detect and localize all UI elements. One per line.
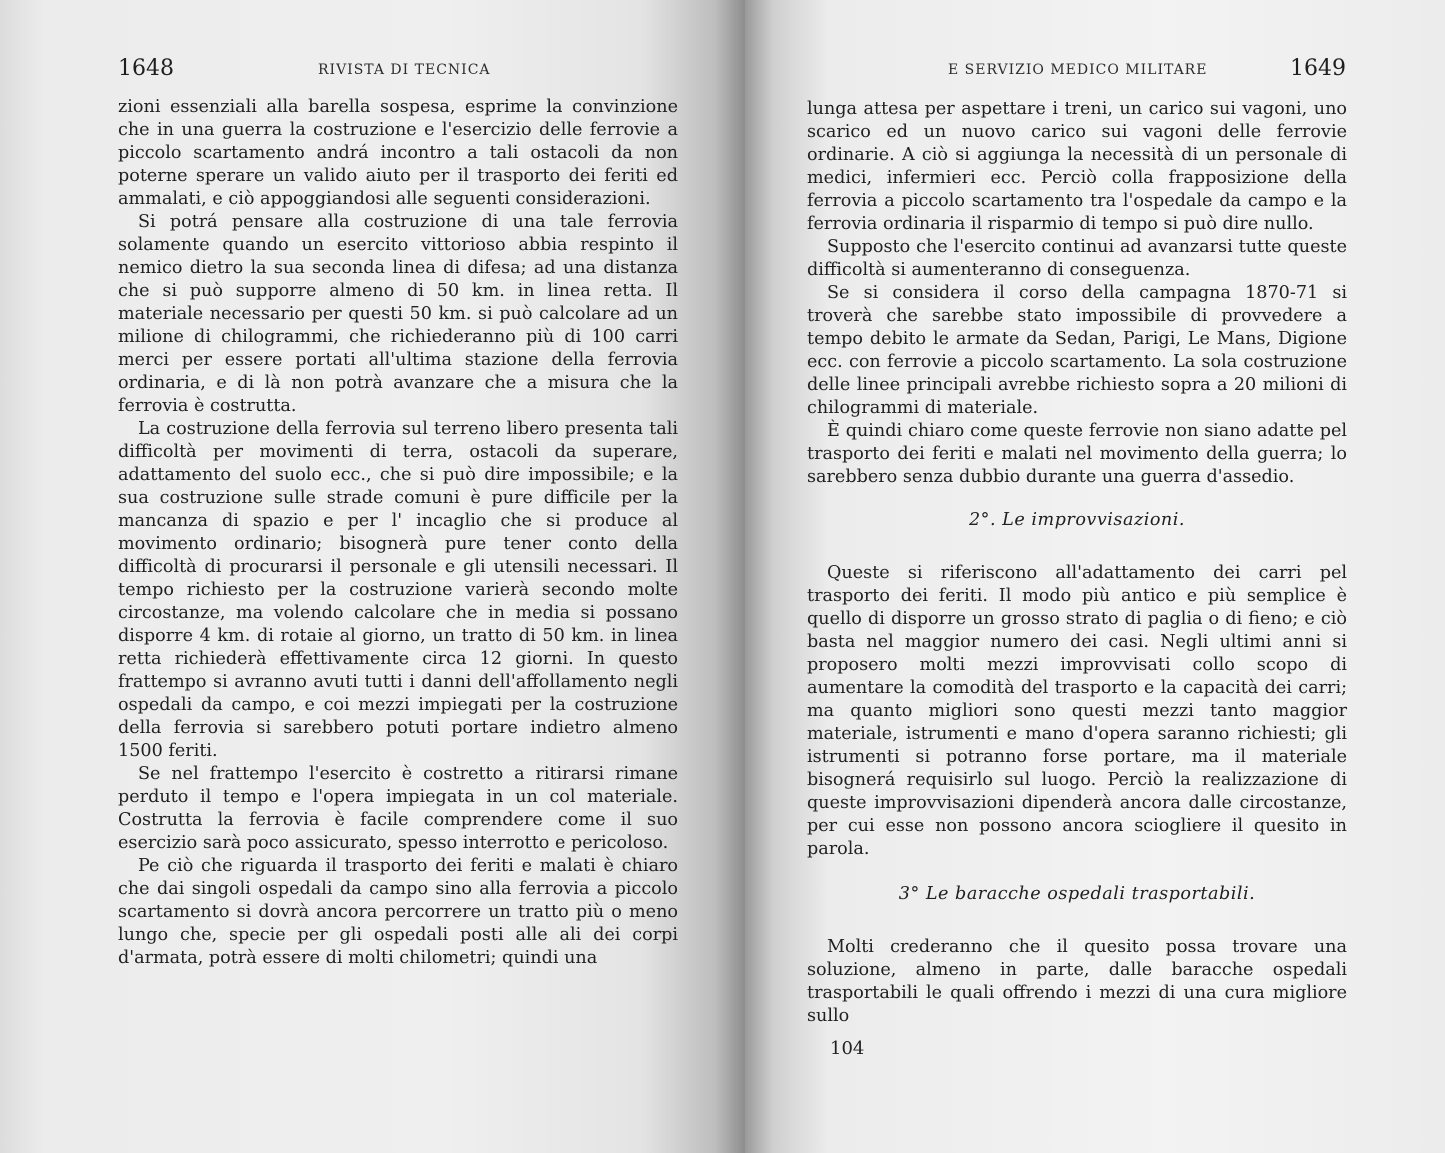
paragraph: Se si considera il corso della campagna 1870-71 si troverà che sarebbe stato impossibile di provvedere a tempo debito le armate da Sedan, Parigi, Le Mans, Digione ecc. con ferrovie a piccolo scartamento. La sola costruzione delle linee principali avrebbe richiesto sopra a 20 milioni di chilogrammi di materiale. (807, 283, 1347, 418)
paragraph: Queste si riferiscono all'adattamento dei carri pel trasporto dei feriti. Il modo più antico e più semplice è quello di disporre un grosso strato di paglia o di fieno; e ciò basta nel maggior numero dei casi. Negli ultimi anni si proposero molti mezzi improvvisati collo scopo di aumentare la comodità del trasporto e la capacità dei carri; ma quanto migliori sono questi mezzi tanto maggior materiale, istrumenti e mano d'opera saranno richiesti; gli istrumenti si potranno forse portare, ma il materiale bisognerá requisirlo sul luogo. Perciò la realizzazione di queste improvvisazioni dipenderà ancora dalle circostanze, per cui esse non possono ancora sciogliere il quesito in parola. (807, 563, 1347, 859)
paragraph: Se nel frattempo l'esercito è costretto a ritirarsi rimane perduto il tempo e l'opera impiegata in un col materiale. Costrutta la ferrovia è facile comprendere come il suo esercizio sarà poco assicurato, spesso interrotto e pericoloso. (118, 764, 678, 853)
paragraph: Supposto che l'esercito continui ad avanzarsi tutte queste difficoltà si aumenteranno di conseguenza. (807, 237, 1347, 280)
paragraph: zioni essenziali alla barella sospesa, esprime la convinzione che in una guerra la costruzione e l'esercizio delle ferrovie a piccolo scartamento andrá incontro a tali ostacoli da non poterne sperare un valido aiuto per il trasporto dei feriti ed ammalati, e ciò appoggiandosi alle seguenti considerazioni. (118, 97, 678, 209)
paragraph: Pe ciò che riguarda il trasporto dei feriti e malati è chiaro che dai singoli ospedali da campo sino alla ferrovia a piccolo scartamento si dovrà ancora percorrere un tratto più o meno lungo che, specie per gli ospedali posti alle ali dei corpi d'armata, potrà essere di molti chilometri; quindi una (118, 856, 678, 968)
page-number: 1649 (1290, 56, 1346, 81)
page-body (807, 98, 1347, 1028)
section-heading: 2°. Le improvvisazioni. (968, 510, 1185, 530)
running-head: RIVISTA DI TECNICA (318, 62, 491, 78)
right-page (745, 0, 1445, 1153)
page-number: 1648 (118, 56, 174, 81)
section-heading: 3° Le baracche ospedali trasportabili. (898, 884, 1256, 904)
paragraph: È quindi chiaro come queste ferrovie non siano adatte pel trasporto dei feriti e malati nel movimento della guerra; lo sarebbero senza dubbio durante una guerra d'assedio. (807, 421, 1347, 487)
running-head: E SERVIZIO MEDICO MILITARE (948, 62, 1208, 78)
paragraph: Si potrá pensare alla costruzione di una tale ferrovia solamente quando un esercito vittorioso abbia respinto il nemico dietro la sua seconda linea di difesa; ad una distanza che si può supporre almeno di 50 km. in linea retta. Il materiale necessario per questi 50 km. si può calcolare ad un milione di chilogrammi, che richiederanno più di 100 carri merci per essere portati all'ultima stazione della ferrovia ordinaria, e di là non potrà avanzare che a misura che la ferrovia è costrutta. (118, 212, 678, 416)
page-body (118, 96, 678, 970)
paragraph: La costruzione della ferrovia sul terreno libero presenta tali difficoltà per movimenti di terra, ostacoli da superare, adattamento del suolo ecc., che si può dire impossibile; e la sua costruzione sulle strade comuni è pure difficile per la mancanza di spazio e per l' incaglio che si produce al movimento ordinario; bisognerà pure tener conto della difficoltà di procurarsi il personale e gli utensili necessari. Il tempo richiesto per la costruzione varierà secondo molte circostanze, ma volendo calcolare che in media si possano disporre 4 km. di rotaie al giorno, un tratto di 50 km. in linea retta richiederà effettivamente circa 12 giorni. In questo frattempo si avranno avuti tutti i danni dell'affollamento negli ospedali da campo, e coi mezzi impiegati per la costruzione della ferrovia si sarebbero potuti portare indietro almeno 1500 feriti. (118, 419, 678, 761)
paragraph: Molti crederanno che il quesito possa trovare una soluzione, almeno in parte, dalle baracche ospedali trasportabili le quali offrendo i mezzi di una cura migliore sullo (807, 937, 1347, 1026)
paragraph: lunga attesa per aspettare i treni, un carico sui vagoni, uno scarico ed un nuovo carico sui vagoni delle ferrovie ordinarie. A ciò si aggiunga la necessità di un personale di medici, infermieri ecc. Perciò colla frapposizione della ferrovia a piccolo scartamento tra l'ospedale da campo e la ferrovia ordinaria il risparmio di tempo si può dire nullo. (807, 99, 1347, 234)
signature-mark: 104 (830, 1038, 865, 1059)
